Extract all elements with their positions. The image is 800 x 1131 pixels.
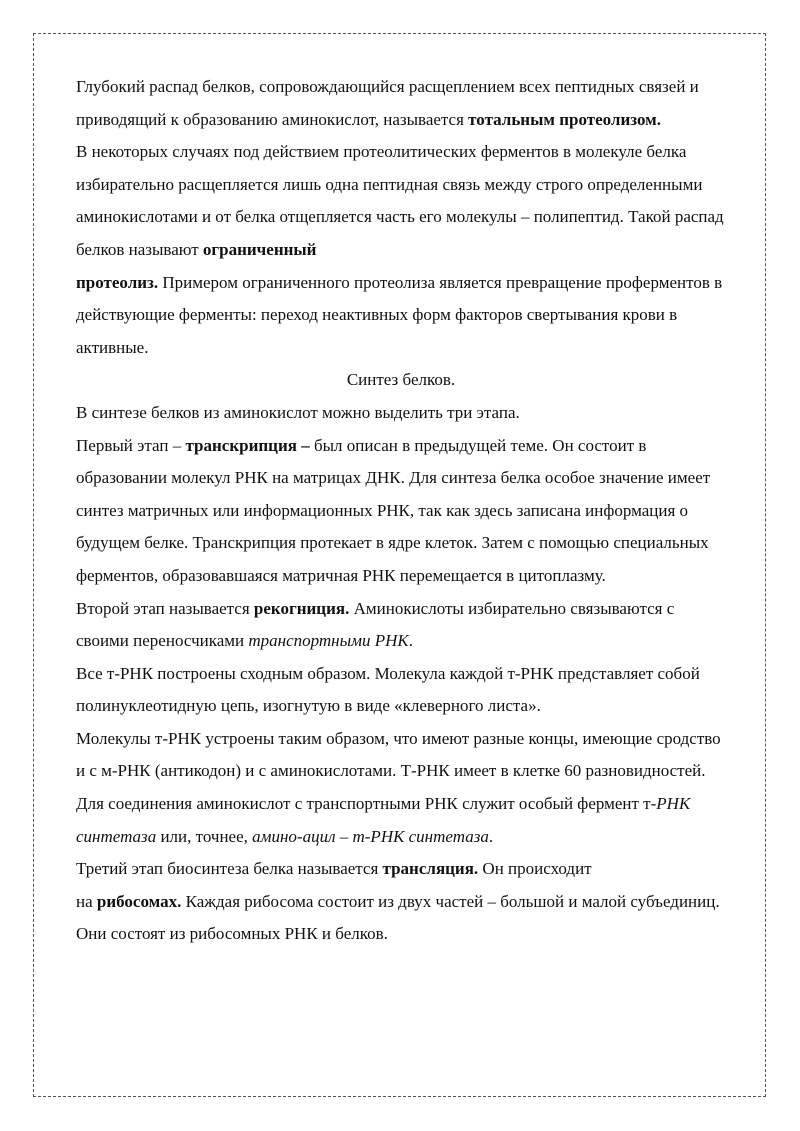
text: или, точнее, (156, 826, 253, 846)
paragraph-trna-structure: Все т-РНК построены сходным образом. Молекула каждой т-РНК представляет собой полинуклеотидную цепь, изогнутую в виде «клеверного листа». (76, 663, 700, 716)
term-ribosomes: рибосомах. (96, 891, 182, 911)
text: Третий этап биосинтеза белка называется (76, 859, 383, 879)
text: был описан в предыдущей теме. Он состоит в образовании молекул РНК на матрицах ДНК. Для синтеза белка особое значение имеет синтез матричных или информационных РНК, так как здесь записана информация о будущем белке. Транскрипция протекает в ядре клеток. Затем с помощью специальных ферментов, образовавшаяся матричная РНК перемещается в цитоплазму. (76, 435, 711, 585)
paragraph-limited-proteolysis (76, 136, 726, 364)
paragraph-trna-ends: Молекулы т-РНК устроены таким образом, что имеют разные концы, имеющие сродство и с м-РНК (антикодон) и с аминокислотами. Т-РНК имеет в клетке 60 разновидностей. (76, 728, 721, 781)
text: на (76, 891, 97, 911)
term-transport-rna: транспортными РНК (248, 631, 409, 651)
text: . (488, 826, 494, 846)
text: Глубокий распад белков, сопровождающийся расщеплением всех пептидных связей и приводящий к образованию аминокислот, называется (76, 77, 699, 129)
term-total-proteolysis: тотальным протеолизом. (468, 109, 661, 129)
paragraph-synthetase (76, 788, 726, 853)
text: Он происходит (478, 859, 592, 879)
paragraph-total-proteolysis (76, 71, 726, 136)
text: Для соединения аминокислот с транспортными РНК служит особый фермент т- (76, 794, 657, 814)
term-aminoacyl-synthetase: амино-ацил – т-РНК синтетаза (252, 826, 489, 846)
paragraph-transcription (76, 430, 726, 593)
term-rna-synthetase: РНК синтетаза (76, 794, 691, 846)
paragraph-recognition (76, 593, 726, 658)
text: Второй этап называется (76, 598, 254, 618)
text: . (408, 631, 413, 651)
paragraph-translation (76, 853, 726, 951)
text: Аминокислоты избирательно связываются с своими переносчиками (76, 598, 675, 651)
document-body (76, 71, 726, 951)
term-translation: трансляция. (382, 859, 479, 879)
term-proteolysis: протеолиз. (76, 272, 159, 292)
text: Примером ограниченного протеолиза является превращение проферментов в действующие ферменты: переход неактивных форм факторов свертывания крови в активные. (76, 272, 723, 357)
text: Каждая рибосома состоит из двух частей – большой и малой субъединиц. Они состоят из рибосомных РНК и белков. (76, 891, 720, 944)
term-recognition: рекогниция. (253, 598, 350, 618)
section-heading: Синтез белков. (346, 370, 456, 390)
term-limited: ограниченный (202, 239, 317, 259)
text: Первый этап – (76, 435, 186, 455)
term-transcription: транскрипция – (185, 435, 310, 455)
text: В некоторых случаях под действием протеолитических ферментов в молекуле белка избирательно расщепляется лишь одна пептидная связь между строго определенными аминокислотами и от белка отщепляется часть его молекулы – полипептид. Такой распад белков называют (76, 142, 724, 259)
paragraph-three-stages: В синтезе белков из аминокислот можно выделить три этапа. (76, 402, 520, 422)
